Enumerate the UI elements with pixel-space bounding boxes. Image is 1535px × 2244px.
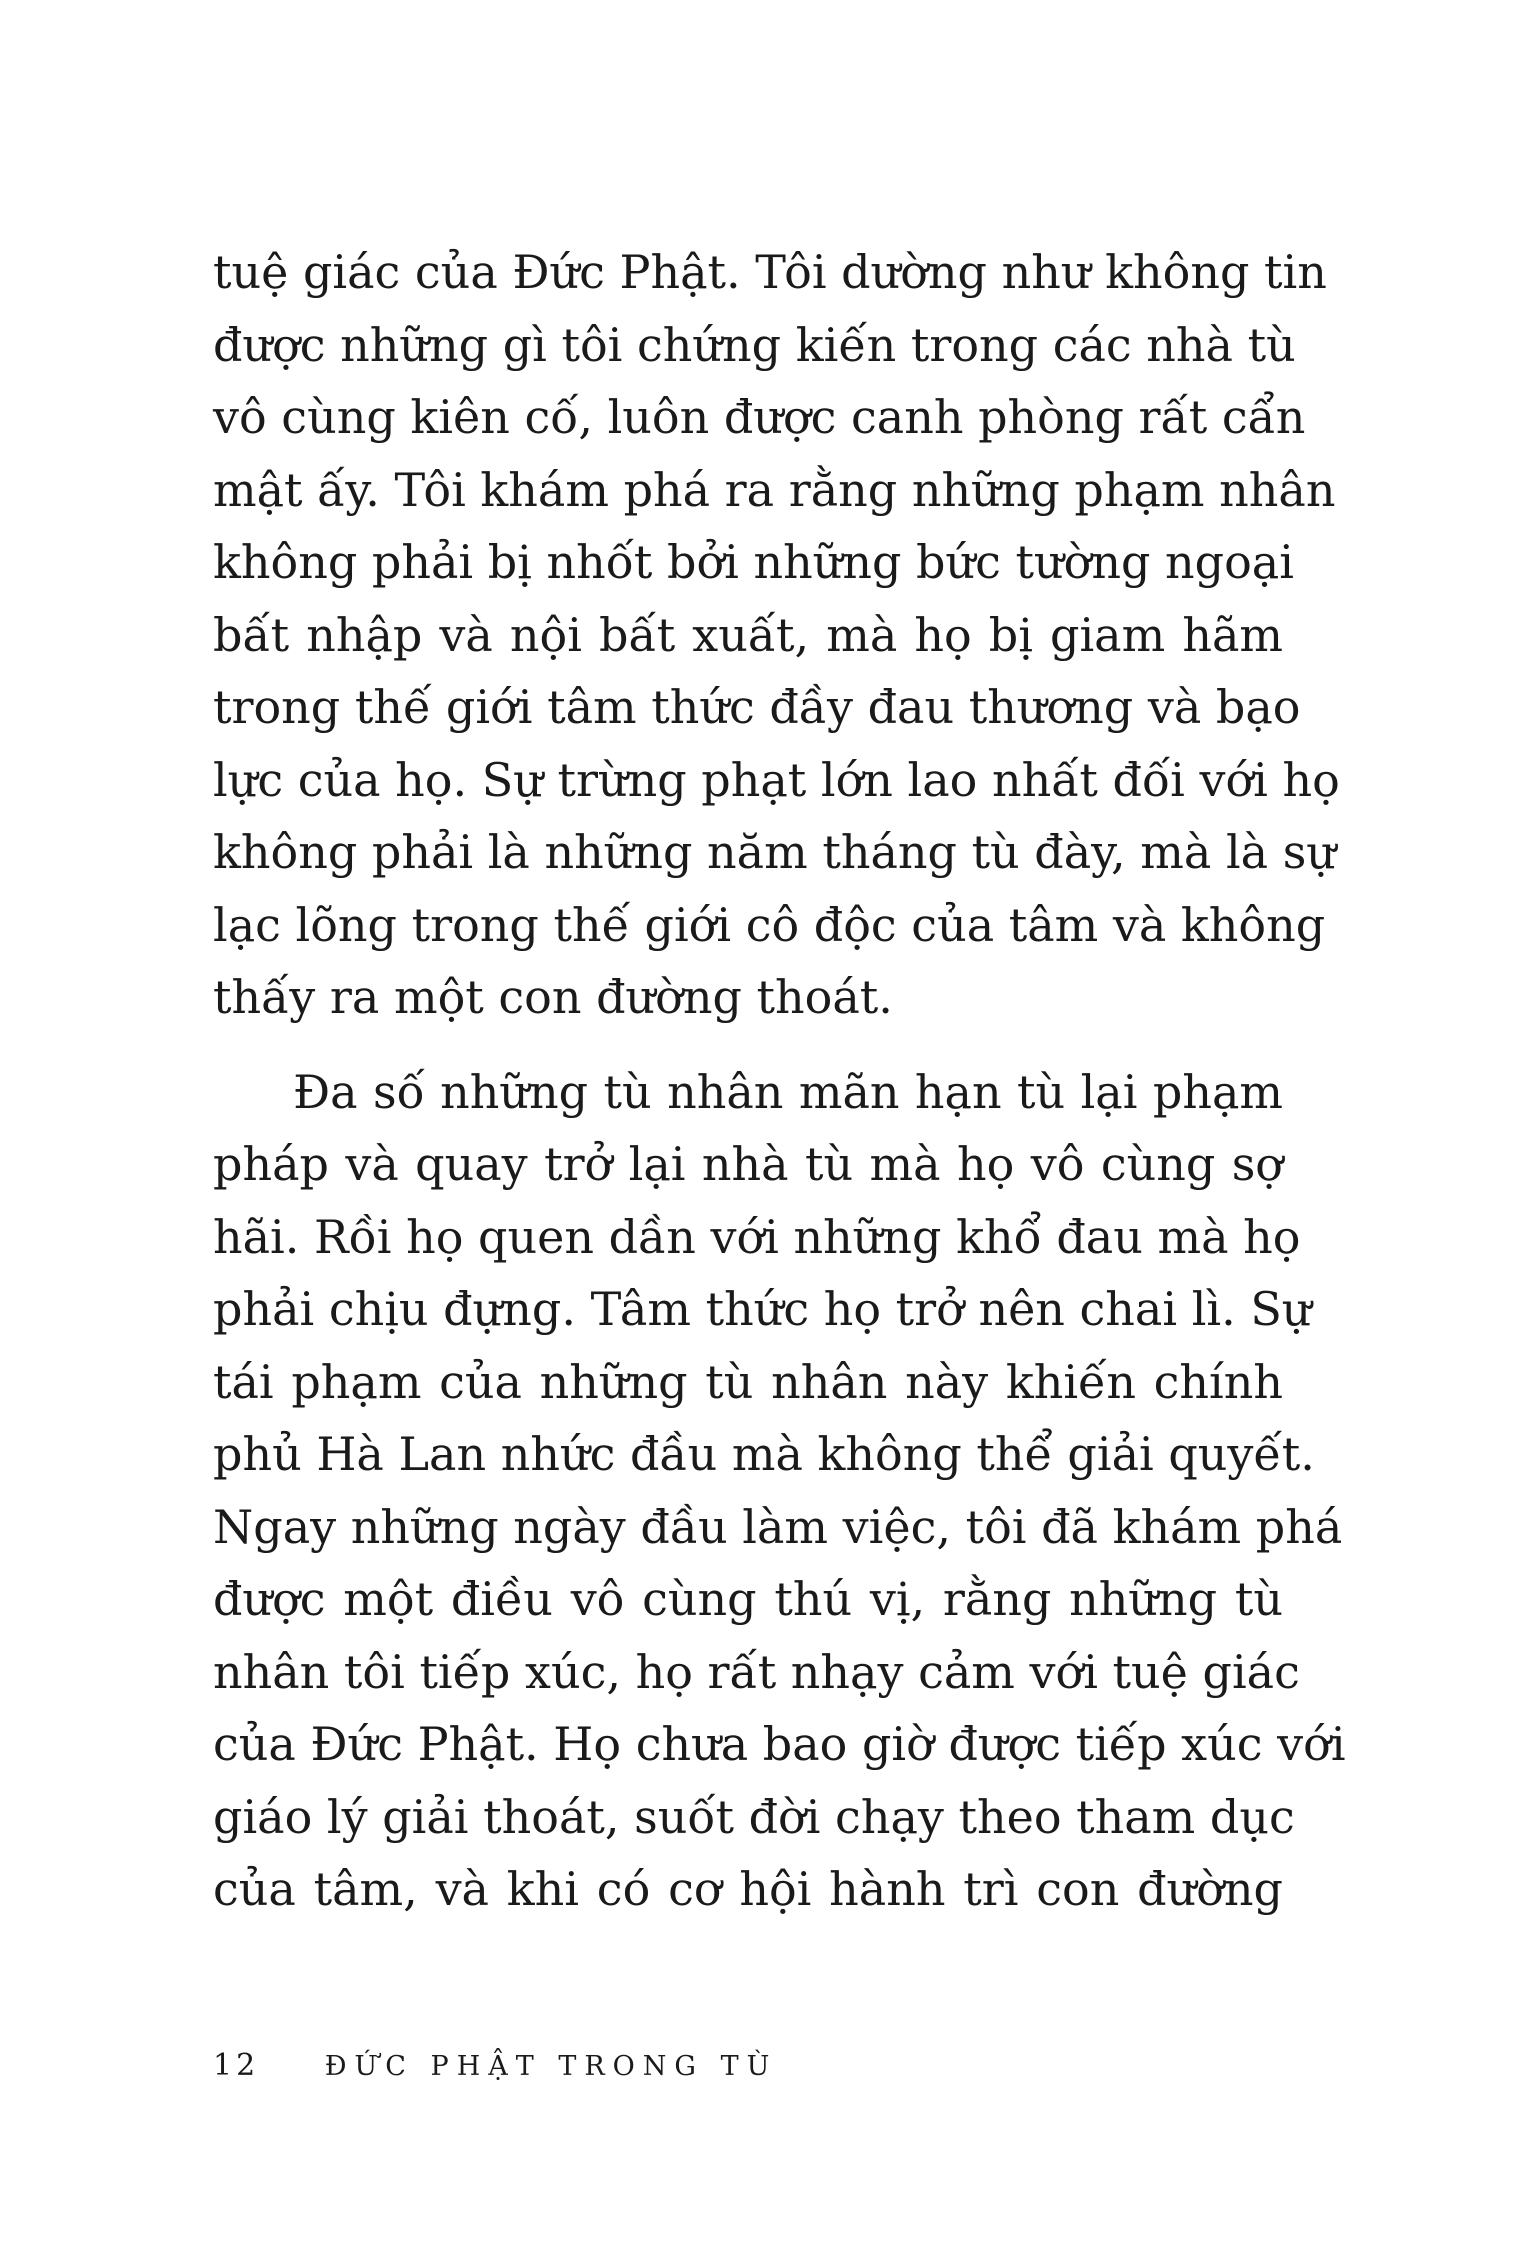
text-line: của tâm, và khi có cơ hội hành trì con đường bbox=[213, 1862, 1283, 1916]
text-line: được một điều vô cùng thú vị, rằng những tù bbox=[213, 1572, 1283, 1626]
text-line: của Đức Phật. Họ chưa bao giờ được tiếp xúc với bbox=[213, 1717, 1346, 1771]
text-line: giáo lý giải thoát, suốt đời chạy theo tham dục bbox=[213, 1789, 1295, 1844]
text-line: tái phạm của những tù nhân này khiến chính bbox=[213, 1354, 1283, 1409]
text-line: không phải là những năm tháng tù đày, mà là sự bbox=[213, 825, 1336, 879]
text-line: phải chịu đựng. Tâm thức họ trở nên chai lì. Sự bbox=[213, 1282, 1312, 1336]
text-line: lực của họ. Sự trừng phạt lớn lao nhất đối với họ bbox=[213, 752, 1340, 807]
paragraph-1 bbox=[213, 236, 1340, 1034]
text-line: lạc lõng trong thế giới cô độc của tâm và không bbox=[213, 897, 1326, 952]
page-number: 12 bbox=[213, 2048, 260, 2083]
text-line: Ngay những ngày đầu làm việc, tôi đã khám phá bbox=[213, 1499, 1343, 1554]
text-line: nhân tôi tiếp xúc, họ rất nhạy cảm với tuệ giác bbox=[213, 1644, 1300, 1699]
text-line: tuệ giác của Đức Phật. Tôi dường như không tin bbox=[213, 245, 1327, 299]
text-line: pháp và quay trở lại nhà tù mà họ vô cùng sợ bbox=[213, 1137, 1283, 1191]
text-line: Đa số những tù nhân mãn hạn tù lại phạm bbox=[293, 1064, 1283, 1119]
text-line: phủ Hà Lan nhức đầu mà không thể giải quyết. bbox=[213, 1427, 1315, 1481]
text-line: bất nhập và nội bất xuất, mà họ bị giam hãm bbox=[213, 607, 1283, 662]
paragraph-spacer bbox=[213, 1034, 1283, 1056]
running-head: ĐỨC PHẬT TRONG TÙ bbox=[324, 2051, 778, 2082]
body-text bbox=[213, 236, 1346, 1926]
text-line: được những gì tôi chứng kiến trong các nhà tù bbox=[213, 317, 1296, 372]
text-line: hãi. Rồi họ quen dần với những khổ đau mà họ bbox=[213, 1209, 1301, 1264]
text-line: mật ấy. Tôi khám phá ra rằng những phạm nhân bbox=[213, 462, 1336, 517]
page-footer bbox=[213, 2046, 777, 2087]
text-line: thấy ra một con đường thoát. bbox=[213, 970, 893, 1024]
text-line: trong thế giới tâm thức đầy đau thương và bạo bbox=[213, 680, 1301, 734]
text-line: không phải bị nhốt bởi những bức tường ngoại bbox=[213, 535, 1294, 589]
text-line: vô cùng kiên cố, luôn được canh phòng rất cẩn bbox=[213, 390, 1306, 444]
paragraph-2 bbox=[213, 1056, 1346, 1926]
